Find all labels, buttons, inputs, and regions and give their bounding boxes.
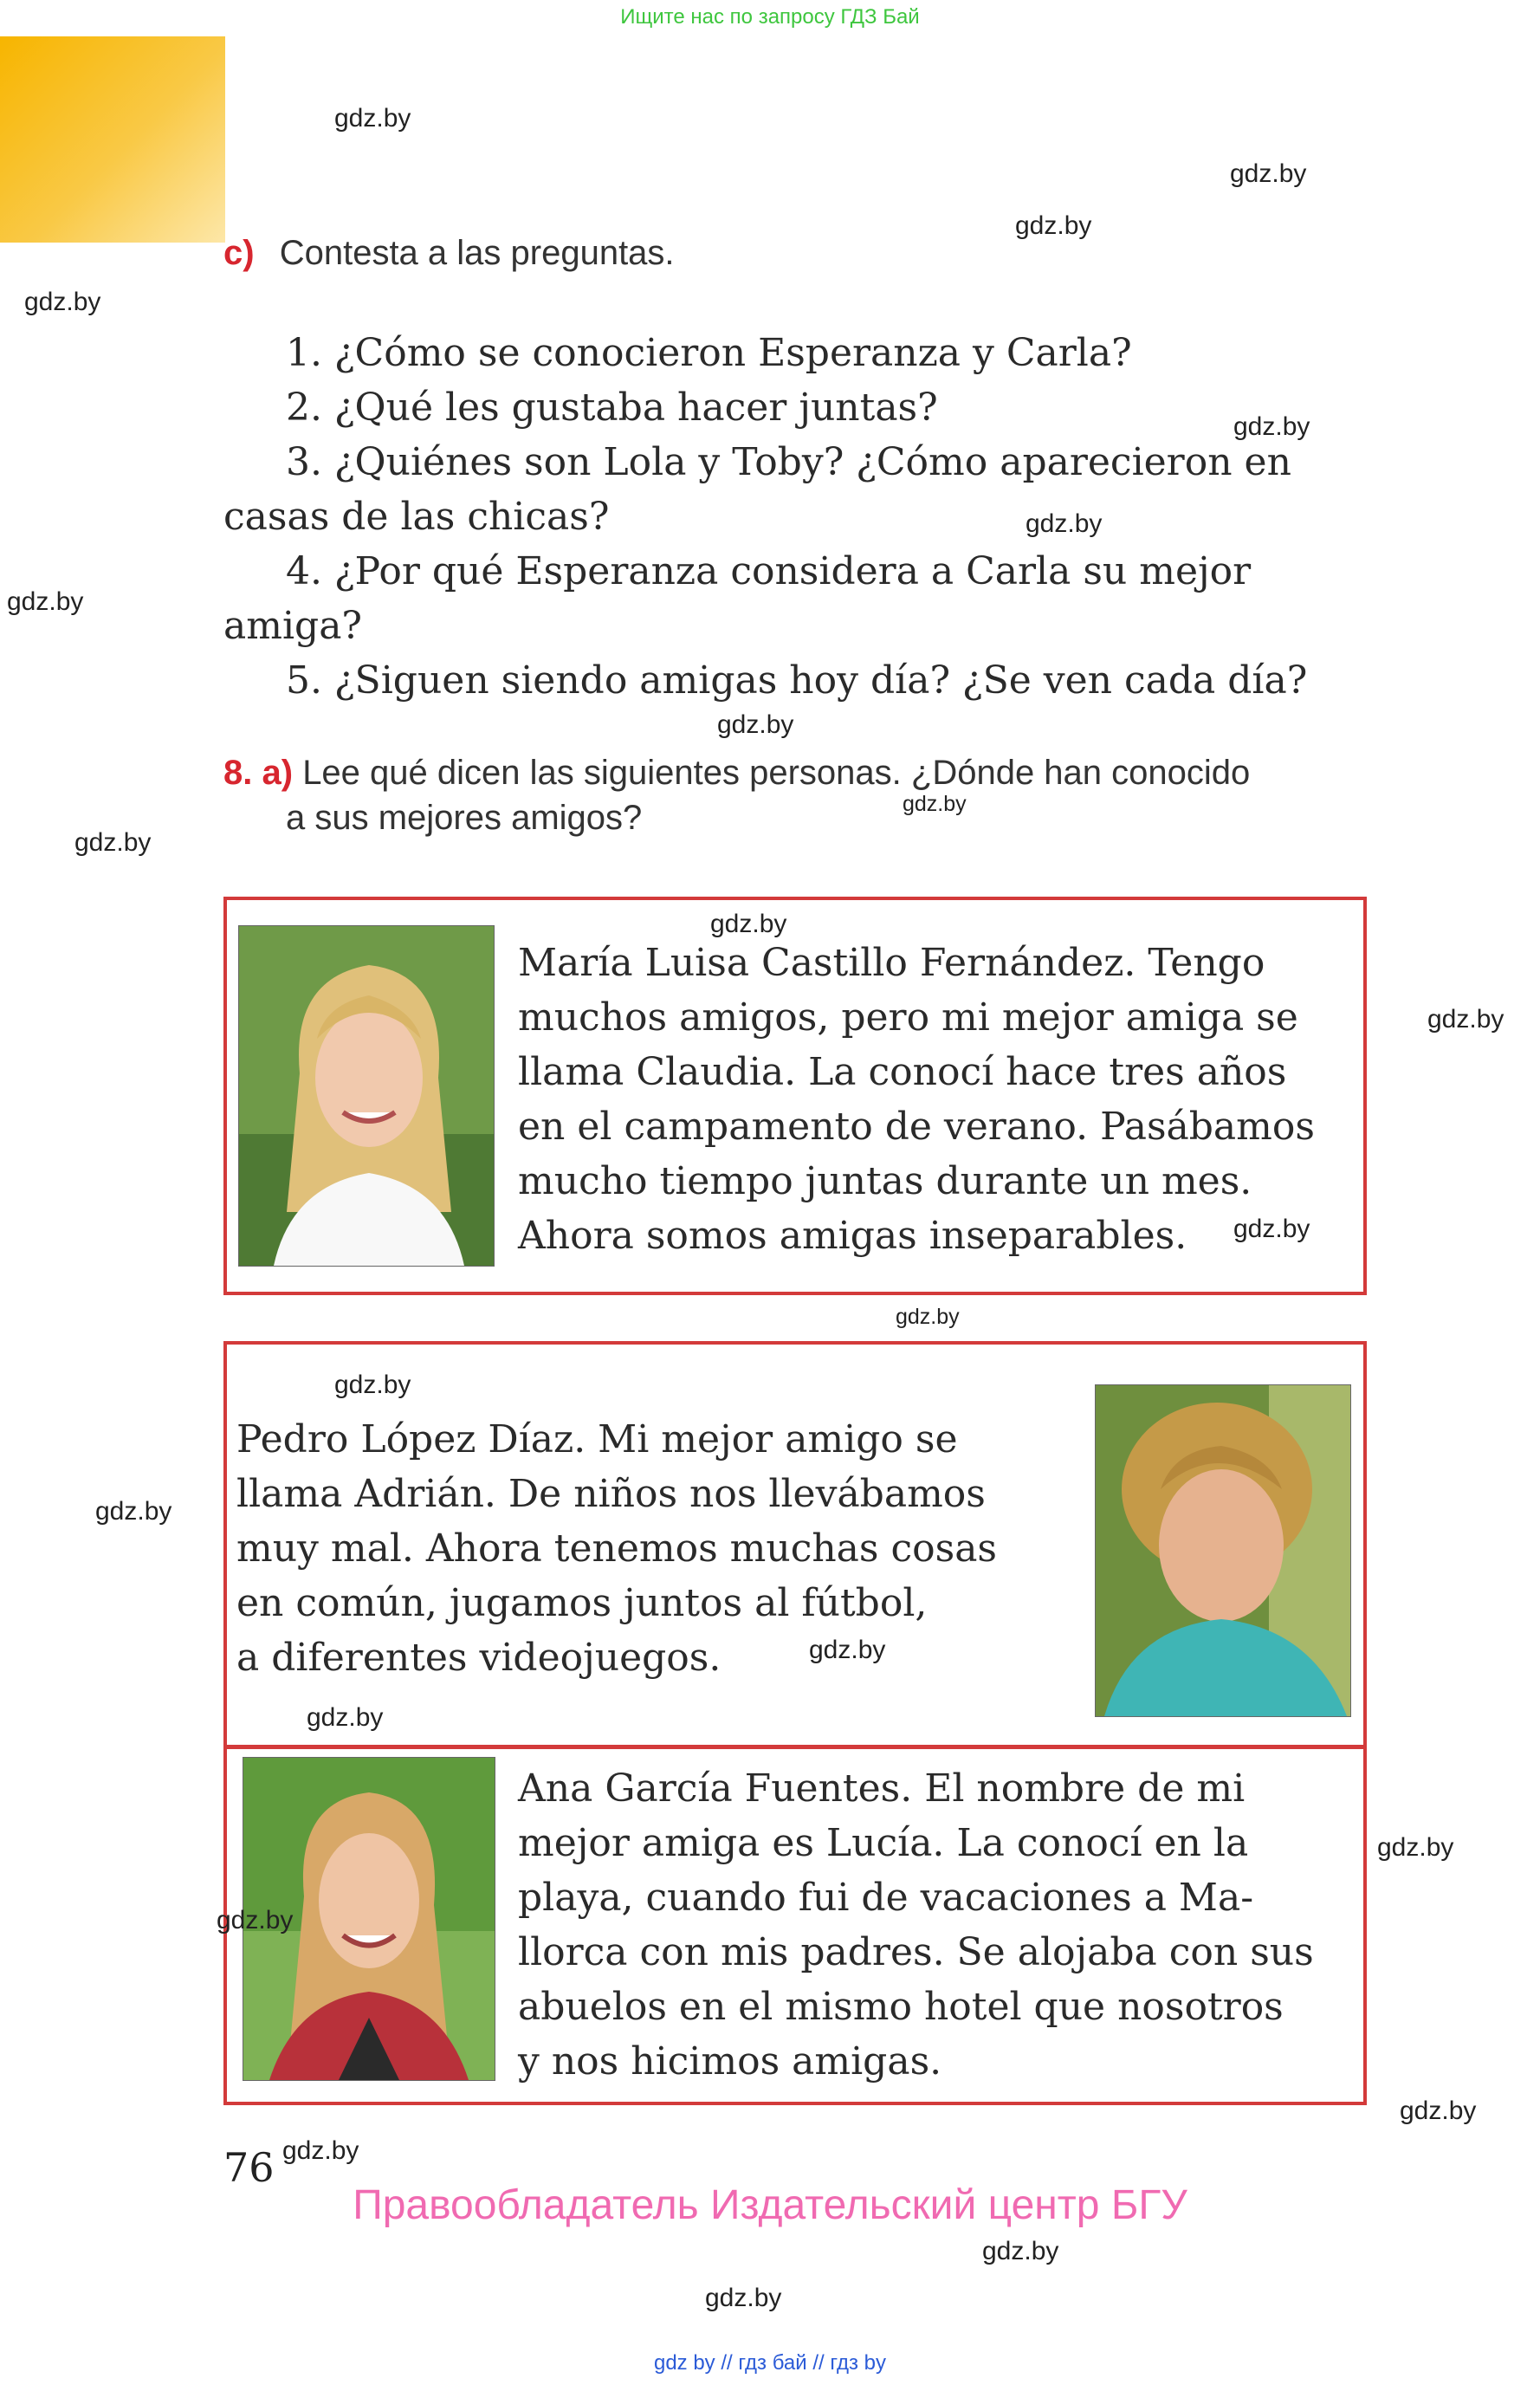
watermark: gdz.by xyxy=(24,288,101,316)
card-pedro-line: llama Adrián. De niños nos llevábamos xyxy=(236,1472,986,1516)
card-ana-line: abuelos en el mismo hotel que nosotros xyxy=(518,1985,1284,2029)
watermark: gdz.by xyxy=(896,1305,960,1329)
card-maria-line: Ahora somos amigas inseparables. xyxy=(518,1214,1187,1258)
card-pedro-line: Pedro López Díaz. Mi mejor amigo se xyxy=(236,1417,958,1461)
watermark: gdz.by xyxy=(7,587,84,616)
watermark: gdz.by xyxy=(705,2284,782,2312)
photo-blonde-girl-image xyxy=(239,926,494,1266)
question-1: 1. ¿Cómo se conocieron Esperanza y Carla? xyxy=(286,331,1132,375)
watermark: gdz.by xyxy=(1427,1005,1504,1034)
card-ana-line: llorca con mis padres. Se alojaba con sus xyxy=(518,1930,1314,1974)
question-3-cont: casas de las chicas? xyxy=(223,495,610,539)
card-ana-line: Ana García Fuentes. El nombre de mi xyxy=(518,1766,1246,1811)
footer-links[interactable]: gdz by // гдз бай // гдз by xyxy=(653,2351,887,2375)
watermark: gdz.by xyxy=(1233,412,1310,441)
watermark: gdz.by xyxy=(1377,1833,1454,1862)
watermark: gdz.by xyxy=(307,1703,384,1732)
section-c-instruction: Contesta a las preguntas. xyxy=(279,234,675,272)
question-5: 5. ¿Siguen siendo amigas hoy día? ¿Se ven cada día? xyxy=(286,658,1308,703)
watermark: gdz.by xyxy=(717,710,794,739)
card-maria-line: en el campamento de verano. Pasábamos xyxy=(518,1105,1315,1149)
watermark: gdz.by xyxy=(1015,211,1092,240)
photo-curly-boy-image xyxy=(1096,1385,1350,1716)
card-maria-text xyxy=(518,936,1351,1263)
exercise-label: a) xyxy=(262,754,294,792)
question-3: 3. ¿Quiénes son Lola y Toby? ¿Cómo aparecieron en xyxy=(286,440,1291,484)
exercise-instruction: Lee qué dicen las siguientes personas. ¿Dónde han conocido xyxy=(302,754,1251,792)
watermark: gdz.by xyxy=(334,1371,411,1399)
card-maria-line: María Luisa Castillo Fernández. Tengo xyxy=(518,941,1265,985)
watermark: gdz.by xyxy=(710,910,787,938)
card-maria-line: mucho tiempo juntas durante un mes. xyxy=(518,1159,1252,1203)
card-ana-text xyxy=(518,1761,1351,2089)
watermark: gdz.by xyxy=(1230,159,1307,188)
corner-decoration xyxy=(0,36,225,243)
card-pedro-text xyxy=(236,1412,1068,1685)
card-pedro-line: a diferentes videojuegos. xyxy=(236,1636,721,1680)
watermark: gdz.by xyxy=(217,1906,294,1935)
exercise-8-heading xyxy=(223,754,1250,793)
watermark: gdz.by xyxy=(74,828,152,857)
card-ana-line: mejor amiga es Lucía. La conocí en la xyxy=(518,1821,1249,1865)
question-4-cont: amiga? xyxy=(223,604,363,648)
watermark: gdz.by xyxy=(334,104,411,133)
watermark: gdz.by xyxy=(982,2237,1059,2265)
top-note: Ищите нас по запросу ГДЗ Бай xyxy=(620,5,920,29)
watermark: gdz.by xyxy=(1400,2097,1477,2125)
card-pedro-line: en común, jugamos juntos al fútbol, xyxy=(236,1581,928,1625)
card-ana-line: playa, cuando fui de vacaciones a Ma- xyxy=(518,1876,1254,1920)
rights-holder: Правообладатель Издательский центр БГУ xyxy=(353,2182,1187,2228)
section-c-label: c) xyxy=(223,234,255,272)
question-4: 4. ¿Por qué Esperanza considera a Carla su mejor xyxy=(286,549,1252,593)
watermark: gdz.by xyxy=(1233,1215,1310,1243)
exercise-instruction-cont: a sus mejores amigos? xyxy=(286,799,643,837)
watermark: gdz.by xyxy=(1026,509,1103,538)
watermark: gdz.by xyxy=(282,2136,359,2165)
card-ana-line: y nos hicimos amigas. xyxy=(518,2039,942,2084)
section-c-heading xyxy=(223,234,675,273)
page-number: 76 xyxy=(223,2144,275,2191)
watermark: gdz.by xyxy=(95,1497,172,1526)
card-maria-line: llama Claudia. La conocí hace tres años xyxy=(518,1050,1287,1094)
question-2: 2. ¿Qué les gustaba hacer juntas? xyxy=(286,386,938,430)
watermark: gdz.by xyxy=(809,1636,886,1664)
card-pedro-line: muy mal. Ahora tenemos muchas cosas xyxy=(236,1526,998,1571)
exercise-number: 8. xyxy=(223,754,253,792)
card-maria-line: muchos amigos, pero mi mejor amiga se xyxy=(518,995,1298,1040)
photo-blonde-girl xyxy=(238,925,495,1267)
watermark: gdz.by xyxy=(903,792,967,816)
photo-curly-boy xyxy=(1095,1384,1351,1717)
